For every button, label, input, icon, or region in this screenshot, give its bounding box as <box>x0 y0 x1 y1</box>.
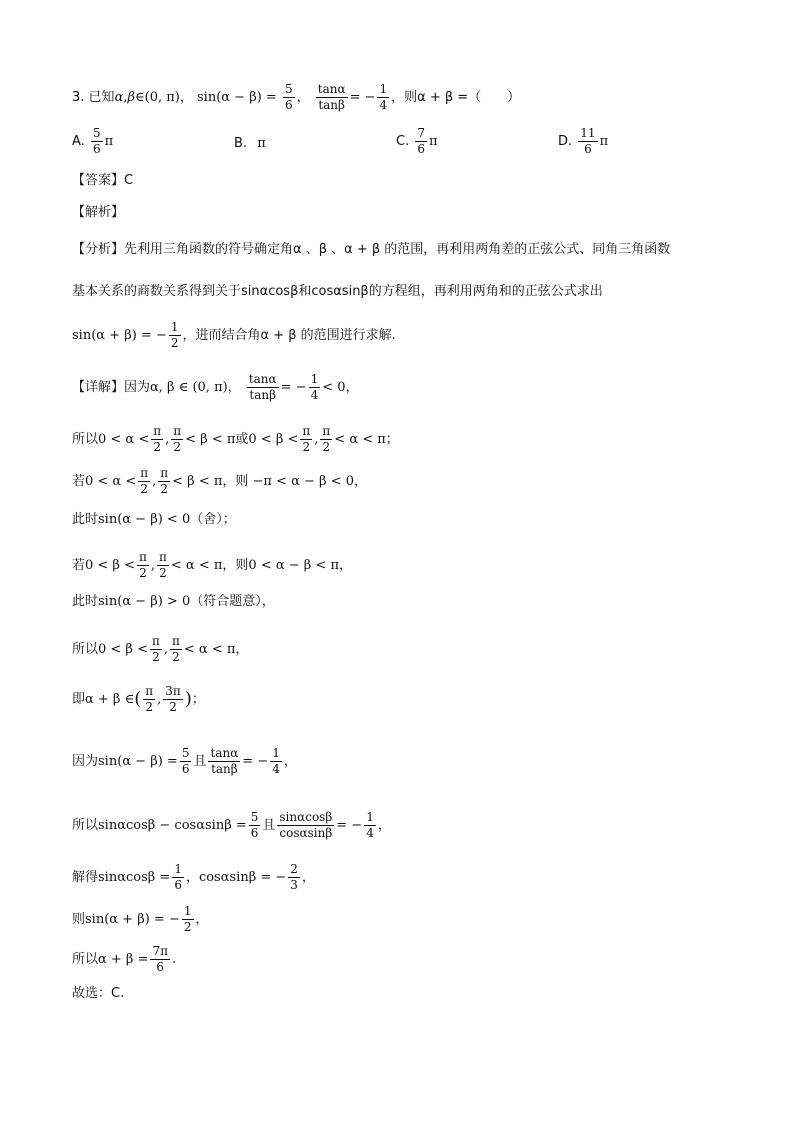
detail-line-6: 此时sin(α − β) > 0（符合题意）， <box>72 594 275 609</box>
option-d[interactable]: D. $\frac{11}{6}$ π <box>558 126 609 156</box>
detail-line-8: 即α + β ∈( $\frac{\pi}{2}$ , $\frac{3\pi}{2}$ )； <box>72 684 205 714</box>
detail-line-10: 所以sinαcosβ − cosαsinβ = $\frac{5}{6}$ 且 $\frac{\sin\alpha\cos\beta}{\cos\alpha\sin\beta}$ = − $\frac{1}{4}$ ， <box>72 810 391 840</box>
interval: (0, π) <box>144 90 180 105</box>
detail-line-5: 若0 < β < $\frac{\pi}{2}$ , $\frac{\pi}{2}$ < α < π，则0 < α − β < π， <box>72 550 352 580</box>
detail-line-4: 此时sin(α − β) < 0（舍）； <box>72 512 236 527</box>
alpha-symbol: α <box>114 90 124 105</box>
option-a[interactable]: A. $\frac{5}{6}$ π <box>72 126 114 156</box>
detail-line-11: 解得sinαcosβ = $\frac{1}{6}$ ，cosαsinβ = − $\frac{2}{3}$ ， <box>72 862 315 892</box>
answer-line <box>72 173 133 189</box>
option-c[interactable]: C. $\frac{7}{6}$ π <box>396 126 438 156</box>
analysis-line-1: 【分析】先利用三角函数的符号确定角α 、β 、α + β 的范围，再利用两角差的正弦公式、同角三角函数 <box>72 242 671 257</box>
analysis-line-3: sin(α + β) = − $\frac{1}{2}$ ，进而结合角α + β 的范围进行求解. <box>72 320 396 350</box>
question-prefix: 已知 <box>88 90 115 105</box>
detail-line-7: 所以0 < β < $\frac{\pi}{2}$ , $\frac{\pi}{2}$ < α < π， <box>72 634 249 664</box>
analysis-line-2: 基本关系的商数关系得到关于sinαcosβ和cosαsinβ的方程组，再利用两角和的正弦公式求出 <box>72 284 603 299</box>
answer-value: C <box>124 173 134 188</box>
option-b[interactable]: B. π <box>234 136 266 151</box>
beta-symbol: β <box>127 90 135 105</box>
detail-line-14: 故选：C. <box>72 986 125 1001</box>
detail-line-13: 所以α + β = $\frac{7\pi}{6}$ . <box>72 944 177 974</box>
analysis-label: 【分析】 <box>72 242 125 257</box>
question-line: 3. 已知α,β∈(0, π)， sin(α − β) = $\frac{5}{6}$ ， $\frac{\tan\alpha}{\tan\beta}$ = − $\frac{1}{4}$ ，则α + β =（ ） <box>72 82 521 112</box>
detail-line-3: 若0 < α < $\frac{\pi}{2}$ , $\frac{\pi}{2}$ < β < π，则 −π < α − β < 0， <box>72 466 368 496</box>
fraction-1-4: $\frac{1}{4}$ <box>379 82 388 112</box>
analysis-heading: 【解析】 <box>72 205 125 220</box>
answer-label: 【答案】 <box>72 173 125 188</box>
fraction-5-6: $\frac{5}{6}$ <box>284 82 293 112</box>
detail-line-2: 所以0 < α < $\frac{\pi}{2}$ , $\frac{\pi}{2}$ < β < π或0 < β < $\frac{\pi}{2}$ , $\frac{\pi}{2}$ < α < π； <box>72 424 399 454</box>
detail-line-9: 因为sin(α − β) = $\frac{5}{6}$ 且 $\frac{\tan\alpha}{\tan\beta}$ = − $\frac{1}{4}$ ， <box>72 746 297 776</box>
detail-line-1: 【详解】因为α, β ∈ (0, π)， $\frac{\tan\alpha}{\tan\beta}$ = − $\frac{1}{4}$ < 0， <box>72 372 359 402</box>
detail-label: 【详解】 <box>72 380 125 395</box>
sin-expression: sin(α − β) = <box>197 90 277 105</box>
detail-line-12: 则sin(α + β) = − $\frac{1}{2}$ ， <box>72 904 209 934</box>
in-symbol: ∈ <box>135 90 145 105</box>
fraction-tan-ratio: $\frac{\tan\alpha}{\tan\beta}$ <box>317 82 346 112</box>
question-tail: ，则α + β =（ ） <box>391 90 521 105</box>
eq-minus: = − <box>349 90 376 105</box>
question-number: 3. <box>72 90 85 105</box>
